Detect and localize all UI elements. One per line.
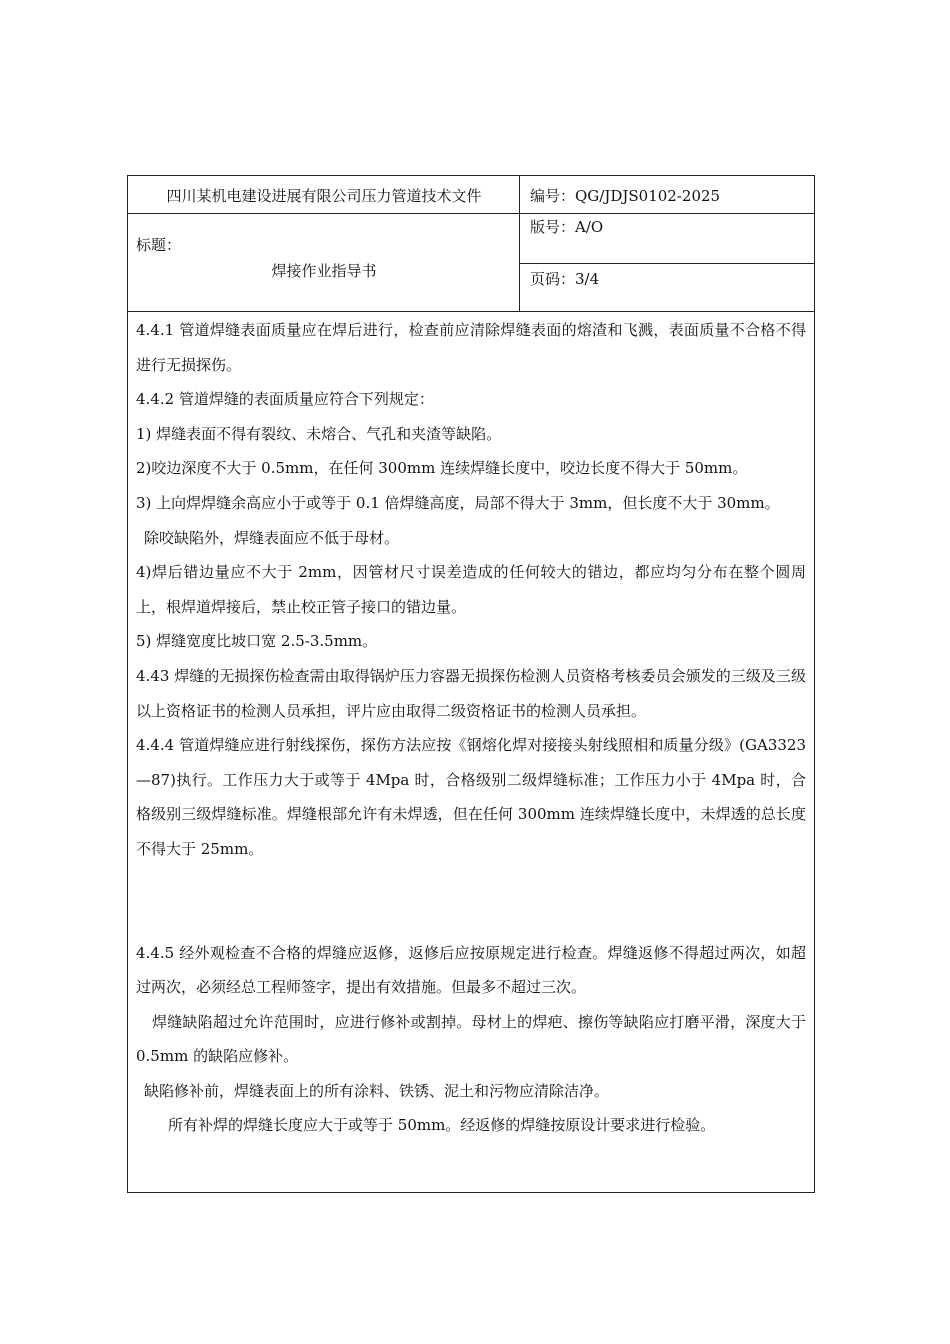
document-title: 焊接作业指导书 [271, 262, 377, 280]
repair-paragraph: 焊缝缺陷超过允许范围时，应进行修补或割掉。母材上的焊疤、擦伤等缺陷应打磨平滑，深度大于 0.5mm 的缺陷应修补。 [136, 1012, 806, 1066]
cleaning-paragraph: 缺陷修补前，焊缝表面上的所有涂料、铁锈、泥土和污物应清除洁净。 [144, 1081, 610, 1100]
header-divider-right [519, 263, 814, 264]
rule-item-2: 2)咬边深度不大于 0.5mm，在任何 300mm 连续焊缝长度中，咬边长度不得大于 50mm。 [136, 459, 748, 478]
document-body [136, 313, 806, 1143]
page-number: 页码：3/4 [530, 270, 600, 288]
rule-item-3: 3) 上向焊焊缝余高应小于或等于 0.1 倍焊缝高度，局部不得大于 3mm，但长度不大于 30mm。 [136, 493, 780, 512]
title-label: 标题： [136, 236, 182, 254]
header-bottom-divider [128, 311, 814, 312]
document-number: 编号：QG/JDJS0102-2025 [530, 186, 721, 205]
version-number: 版号：A/O [530, 218, 604, 236]
company-title: 四川某机电建设进展有限公司压力管道技术文件 [166, 186, 482, 205]
blank-gap [136, 867, 806, 936]
rule-item-1: 1) 焊缝表面不得有裂纹、未熔合、气孔和夹渣等缺陷。 [136, 424, 502, 443]
document-table [127, 175, 815, 1193]
rule-note: 除咬缺陷外，焊缝表面应不低于母材。 [144, 528, 400, 547]
paragraph-4-4-1: 4.4.1 管道焊缝表面质量应在焊后进行，检查前应清除焊缝表面的熔渣和飞溅，表面质量不合格不得进行无损探伤。 [136, 321, 806, 374]
paragraph-4-4-4: 4.4.4 管道焊缝应进行射线探伤，探伤方法应按《钢熔化焊对接接头射线照相和质量分级》(GA3323—87)执行。工作压力大于或等于 4Mpa 时，合格级别二级焊缝标准；工作压力小于 4Mpa 时，合格级别三级焊缝标准。焊缝根部允许有未焊透，但在任何 300mm 连续焊缝长度中，未焊透的总长度不得大于 25mm。 [136, 736, 806, 858]
weld-length-paragraph: 所有补焊的焊缝长度应大于或等于 50mm。经返修的焊缝按原设计要求进行检验。 [168, 1116, 716, 1135]
paragraph-4-4-3: 4.43 焊缝的无损探伤检查需由取得锅炉压力容器无损探伤检测人员资格考核委员会颁发的三级及三级以上资格证书的检测人员承担，评片应由取得二级资格证书的检测人员承担。 [136, 666, 806, 720]
paragraph-4-4-5: 4.4.5 经外观检查不合格的焊缝应返修，返修后应按原规定进行检查。焊缝返修不得超过两次，如超过两次，必须经总工程师签字，提出有效措施。但最多不超过三次。 [136, 943, 806, 997]
paragraph-4-4-2: 4.4.2 管道焊缝的表面质量应符合下列规定： [136, 390, 434, 409]
rule-item-5: 5) 焊缝宽度比坡口宽 2.5-3.5mm。 [136, 632, 378, 651]
rule-item-4: 4)焊后错边量应不大于 2mm，因管材尺寸误差造成的任何较大的错边，都应均匀分布在整个圆周上，根焊道焊接后，禁止校正管子接口的错边量。 [136, 563, 806, 616]
